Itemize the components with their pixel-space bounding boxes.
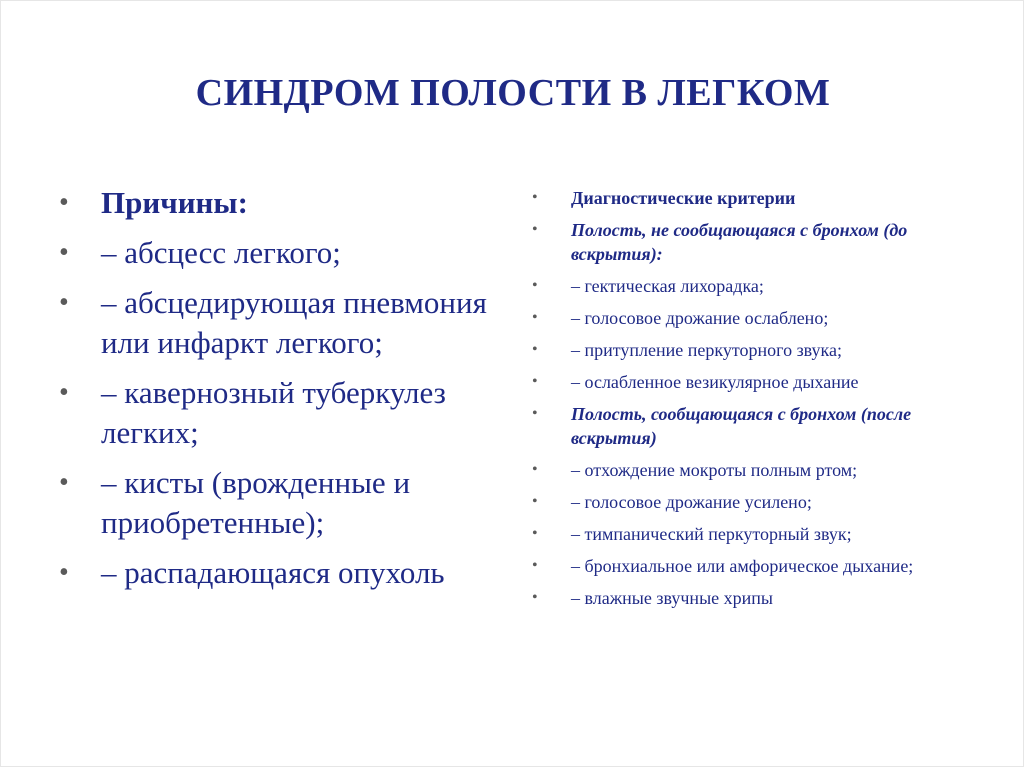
causes-list [59, 183, 499, 603]
list-item [532, 490, 982, 514]
bullet-icon: • [59, 557, 69, 588]
list-item [532, 458, 982, 482]
list-item [59, 233, 499, 273]
criteria-subheading-item [532, 218, 982, 266]
bullet-icon: • [532, 189, 538, 206]
list-item [532, 522, 982, 546]
bullet-icon: • [59, 467, 69, 498]
criterion-text: – влажные звучные хрипы [571, 588, 774, 608]
list-item [532, 306, 982, 330]
criteria-list [532, 186, 982, 618]
bullet-icon: • [59, 187, 69, 218]
list-item [532, 586, 982, 610]
bullet-icon: • [532, 405, 538, 422]
bullet-icon: • [532, 373, 538, 390]
bullet-icon: • [532, 557, 538, 574]
criterion-text: – гектическая лихорадка; [571, 276, 764, 296]
bullet-icon: • [59, 377, 69, 408]
bullet-icon: • [532, 277, 538, 294]
bullet-icon: • [532, 309, 538, 326]
criterion-text: – ослабленное везикулярное дыхание [571, 372, 859, 392]
cause-text: – кисты (врожденные и приобретенные); [101, 465, 411, 540]
bullet-icon: • [59, 237, 69, 268]
criterion-text: – притупление перкуторного звука; [571, 340, 843, 360]
cause-text: – абсцесс легкого; [101, 235, 341, 270]
criteria-heading: Диагностические критерии [571, 188, 796, 208]
cause-text: – кавернозный туберкулез легких; [101, 375, 446, 450]
list-item [59, 463, 499, 543]
criterion-text: – голосовое дрожание усилено; [571, 492, 812, 512]
bullet-icon: • [532, 525, 538, 542]
bullet-icon: • [532, 589, 538, 606]
list-item [59, 283, 499, 363]
list-item [532, 370, 982, 394]
causes-heading: Причины: [101, 185, 248, 220]
criterion-text: – отхождение мокроты полным ртом; [571, 460, 858, 480]
causes-heading-item [59, 183, 499, 223]
list-item [59, 373, 499, 453]
criteria-subheading: Полость, сообщающаяся с бронхом (после вскрытия) [571, 404, 912, 448]
list-item [532, 274, 982, 298]
list-item [532, 554, 982, 578]
criteria-subheading: Полость, не сообщающаяся с бронхом (до вскрытия): [571, 220, 908, 264]
criteria-heading-item [532, 186, 982, 210]
criterion-text: – бронхиальное или амфорическое дыхание; [571, 556, 914, 576]
cause-text: – абсцедирующая пневмония или инфаркт легкого; [101, 285, 487, 360]
bullet-icon: • [532, 341, 538, 358]
cause-text: – распадающаяся опухоль [101, 555, 445, 590]
bullet-icon: • [532, 493, 538, 510]
criteria-subheading-item [532, 402, 982, 450]
slide-title: СИНДРОМ ПОЛОСТИ В ЛЕГКОМ [195, 72, 831, 114]
list-item [59, 553, 499, 593]
bullet-icon: • [59, 287, 69, 318]
criterion-text: – голосовое дрожание ослаблено; [571, 308, 829, 328]
bullet-icon: • [532, 461, 538, 478]
list-item [532, 338, 982, 362]
bullet-icon: • [532, 221, 538, 238]
criterion-text: – тимпанический перкуторный звук; [571, 524, 852, 544]
